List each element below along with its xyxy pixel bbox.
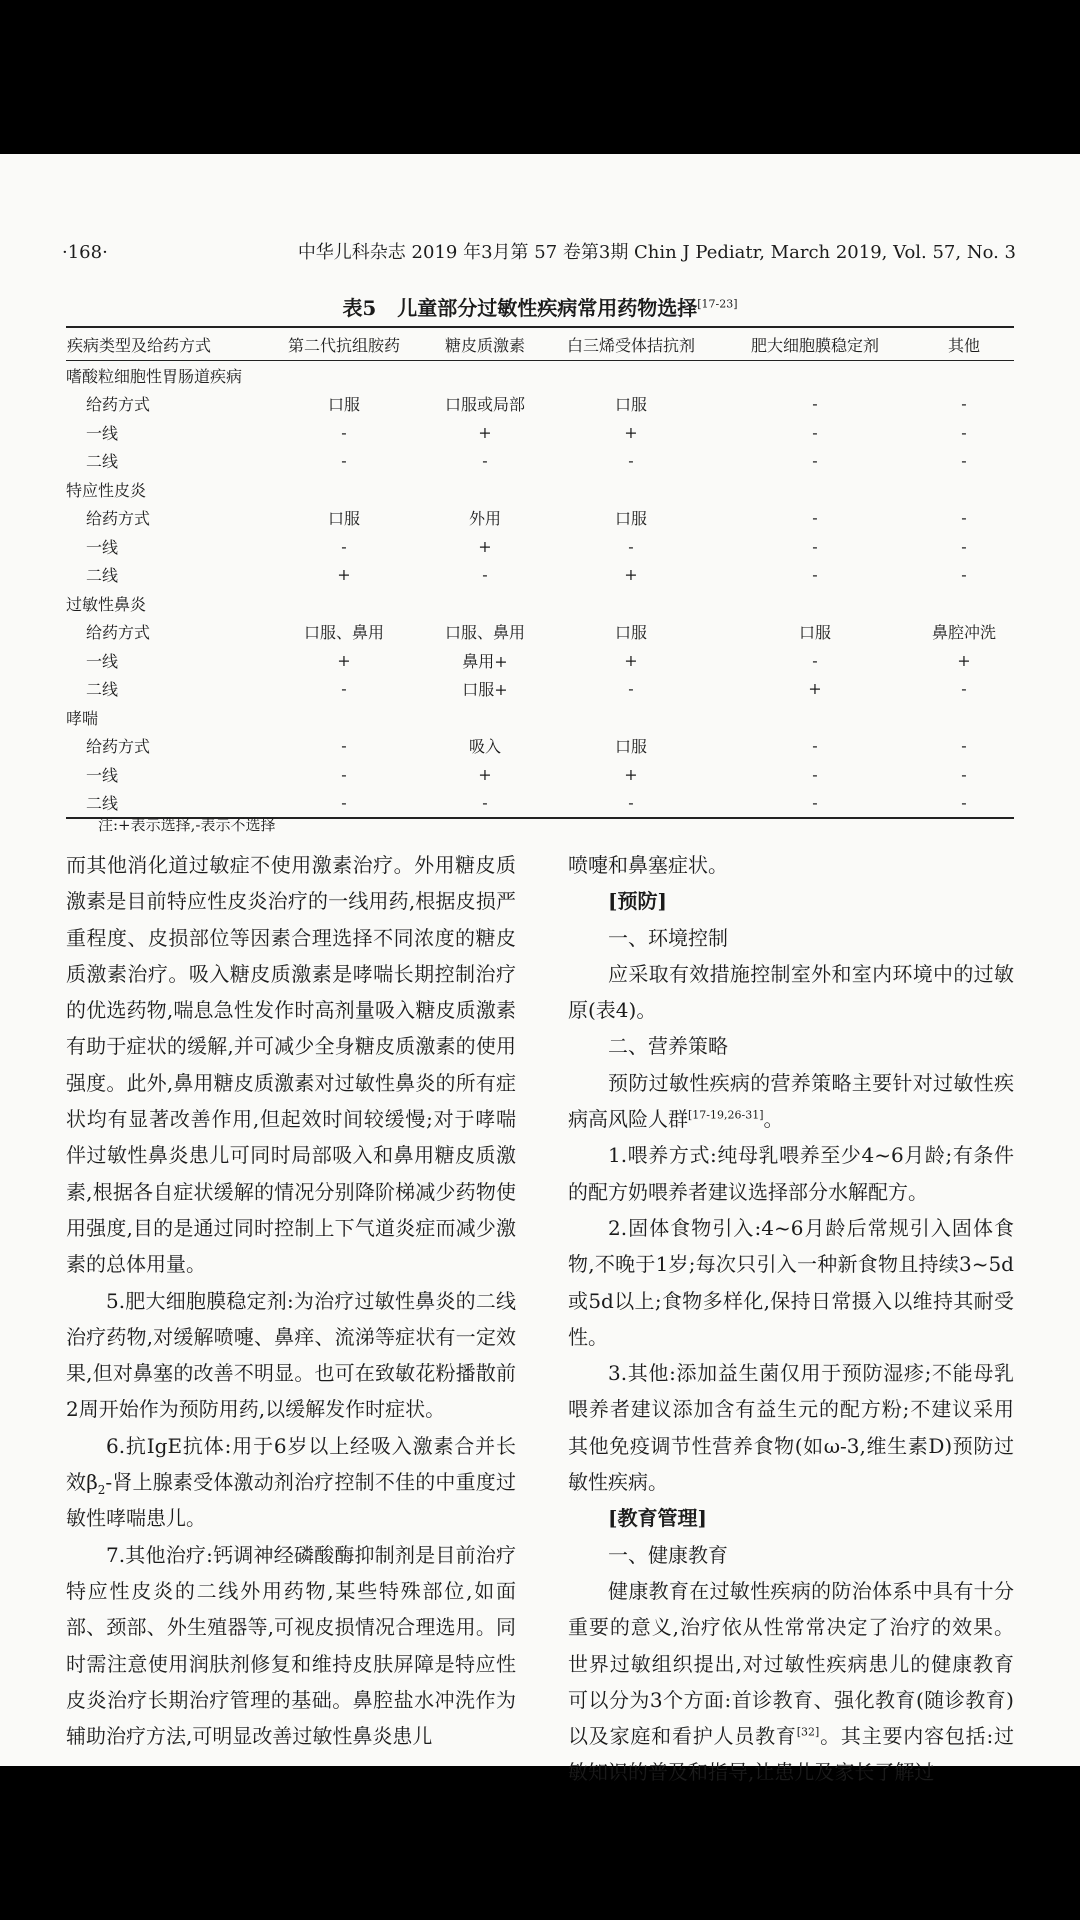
table-ref: [17-23] — [697, 297, 738, 311]
journal-page — [0, 154, 1080, 1785]
left-column — [66, 847, 516, 1754]
text-span: 6.抗IgE抗体:用于6岁以上经吸入激素合并长效β — [66, 1433, 516, 1495]
table-cell: - — [961, 451, 967, 471]
table-cell: 鼻腔冲洗 — [931, 623, 996, 643]
table-row — [66, 646, 1014, 675]
subscript: 2 — [97, 1483, 106, 1498]
row-label: 二线 — [66, 789, 264, 819]
group-row — [66, 703, 1014, 732]
group-row — [66, 475, 1014, 504]
group-name: 过敏性鼻炎 — [66, 594, 147, 614]
table-row — [66, 390, 1014, 419]
col-header: 白三烯受体拮抗剂 — [546, 327, 716, 361]
table-cell: 外用 — [468, 509, 501, 529]
table-cell: - — [812, 736, 818, 756]
table-row — [66, 675, 1014, 704]
col-header: 肥大细胞膜稳定剂 — [716, 327, 914, 361]
table-cell: - — [961, 679, 967, 699]
col-header: 疾病类型及给药方式 — [66, 327, 264, 361]
subsection-heading: 一、健康教育 — [608, 1542, 728, 1567]
table-cell: - — [628, 536, 634, 556]
table-cell: + — [624, 650, 638, 670]
table-cell: - — [341, 679, 347, 699]
body-paragraph — [568, 1573, 1014, 1791]
group-name: 哮喘 — [66, 708, 99, 728]
table-row — [66, 447, 1014, 476]
table-cell: - — [546, 789, 716, 819]
journal-citation: 中华儿科杂志 2019 年3月第 57 卷第3期 Chin J Pediatr, March 2019, Vol. 57, No. 3 — [297, 242, 1016, 263]
body-paragraph: 5.肥大细胞膜稳定剂:为治疗过敏性鼻炎的二线治疗药物,对缓解喷嚏、鼻痒、流涕等症状有一定效果,但对鼻塞的改善不明显。也可在致敏花粉播散前2周开始作为预防用药,以缓解发作时症状。 — [66, 1288, 516, 1422]
table-cell: - — [628, 451, 634, 471]
row-label: 一线 — [86, 651, 119, 671]
table-cell: - — [812, 650, 818, 670]
citation: [17-19,26-31] — [688, 1108, 764, 1122]
table-cell: + — [478, 422, 492, 442]
text-span: -肾上腺素受体激动剂治疗控制不佳的中重度过敏性哮喘患儿。 — [66, 1470, 517, 1531]
col-header: 糖皮质激素 — [424, 327, 546, 361]
row-label: 给药方式 — [86, 395, 151, 415]
table-row — [66, 732, 1014, 761]
table-cell: 口服或局部 — [444, 395, 525, 415]
table-row — [66, 760, 1014, 789]
table-header-row — [66, 327, 1014, 361]
body-paragraph: 2.固体食物引入:4~6月龄后常规引入固体食物,不晚于1岁;每次只引入一种新食物且持续3~5d或5d以上;食物多样化,保持日常摄入以维持其耐受性。 — [568, 1215, 1014, 1349]
table-cell: - — [812, 536, 818, 556]
body-paragraph — [568, 1065, 1014, 1138]
table-note: 注:+表示选择,-表示不选择 — [98, 816, 276, 834]
table-cell: - — [424, 789, 546, 819]
table-cell: 吸入 — [468, 737, 501, 757]
table-cell: + — [478, 536, 492, 556]
row-label: 一线 — [86, 765, 119, 785]
table-cell: - — [812, 394, 818, 414]
body-paragraph: 而其他消化道过敏症不使用激素治疗。外用糖皮质激素是目前特应性皮炎治疗的一线用药,根据皮损严重程度、皮损部位等因素合理选择不同浓度的糖皮质激素治疗。吸入糖皮质激素是哮喘长期控制治疗的优选药物,喘息急性发作时高剂量吸入糖皮质激素有助于症状的缓解,并可减少全身糖皮质激素的使用强度。此外,鼻用糖皮质激素对过敏性鼻炎的所有症状均有显著改善作用,但起效时间较缓慢;对于哮喘伴过敏性鼻炎患儿可同时局部吸入和鼻用糖皮质激素,根据各自症状缓解的情况分别降阶梯减少药物使用强度,目的是通过同时控制上下气道炎症而减少激素的总体用量。 — [66, 853, 516, 1277]
text-span: 。其主要内容包括:过敏知识的普及和指导,让患儿及家长了解过 — [568, 1724, 1014, 1785]
table-cell: 口服 — [327, 395, 360, 415]
table-cell: 口服 — [614, 395, 647, 415]
body-paragraph: 1.喂养方式:纯母乳喂养至少4~6月龄;有条件的配方奶喂养者建议选择部分水解配方。 — [568, 1143, 1014, 1204]
row-label: 二线 — [86, 680, 119, 700]
section-heading: [预防] — [608, 889, 667, 914]
table-cell: - — [812, 764, 818, 784]
table-cell: - — [812, 451, 818, 471]
table-cell: - — [341, 422, 347, 442]
table-cell: - — [812, 508, 818, 528]
subsection-heading: 一、环境控制 — [608, 925, 728, 950]
row-label: 一线 — [86, 423, 119, 443]
table-cell: - — [961, 565, 967, 585]
table-cell: - — [341, 736, 347, 756]
table-cell: + — [624, 565, 638, 585]
right-column — [568, 847, 1014, 1791]
row-label: 二线 — [86, 452, 119, 472]
table-title: 儿童部分过敏性疾病常用药物选择 — [397, 296, 698, 320]
drug-selection-table — [66, 326, 1014, 819]
table-cell: - — [341, 536, 347, 556]
table-caption — [0, 292, 1080, 321]
table-cell: 口服、鼻用 — [303, 623, 384, 643]
table-cell: 口服 — [798, 623, 831, 643]
table-cell: - — [341, 764, 347, 784]
subsection-heading: 二、营养策略 — [608, 1034, 728, 1059]
table-cell: + — [624, 422, 638, 442]
table-cell: 口服 — [327, 509, 360, 529]
table-cell: - — [341, 451, 347, 471]
table-cell: + — [957, 650, 971, 670]
table-cell: - — [961, 508, 967, 528]
table-cell: - — [812, 422, 818, 442]
table-cell: + — [808, 679, 822, 699]
page-number: ·168· — [62, 242, 108, 263]
citation: [32] — [796, 1725, 820, 1739]
table-cell: - — [961, 422, 967, 442]
running-header — [62, 242, 1016, 264]
table-cell: 口服+ — [462, 680, 508, 700]
body-paragraph: 喷嚏和鼻塞症状。 — [568, 853, 728, 877]
table-cell: - — [482, 451, 488, 471]
group-row — [66, 361, 1014, 390]
table-cell: + — [478, 764, 492, 784]
table-row — [66, 561, 1014, 590]
group-row — [66, 589, 1014, 618]
table-cell: 鼻用+ — [462, 651, 508, 671]
table-row — [66, 618, 1014, 647]
col-header: 第二代抗组胺药 — [264, 327, 424, 361]
group-name: 嗜酸粒细胞性胃肠道疾病 — [66, 366, 243, 386]
table-row — [66, 532, 1014, 561]
table-cell: 口服 — [614, 737, 647, 757]
table-cell: - — [628, 679, 634, 699]
body-paragraph — [66, 1428, 516, 1537]
body-paragraph: 7.其他治疗:钙调神经磷酸酶抑制剂是目前治疗特应性皮炎的二线外用药物,某些特殊部位,如面部、颈部、外生殖器等,可视皮损情况合理选用。同时需注意使用润肤剂修复和维持皮肤屏障是特应性皮炎治疗长期治疗管理的基础。鼻腔盐水冲洗作为辅助治疗方法,可明显改善过敏性鼻炎患儿 — [66, 1542, 516, 1749]
table-cell: - — [482, 565, 488, 585]
group-name: 特应性皮炎 — [66, 480, 147, 500]
col-header: 其他 — [914, 327, 1014, 361]
table-cell: - — [961, 394, 967, 414]
row-label: 给药方式 — [86, 737, 151, 757]
table-cell: - — [264, 789, 424, 819]
table-cell: + — [337, 650, 351, 670]
table-row — [66, 418, 1014, 447]
row-label: 给药方式 — [86, 509, 151, 529]
table-cell: 口服 — [614, 509, 647, 529]
table-cell: - — [961, 736, 967, 756]
table-label: 表5 — [342, 296, 377, 320]
row-label: 二线 — [86, 566, 119, 586]
table-cell: 口服、鼻用 — [444, 623, 525, 643]
row-label: 一线 — [86, 537, 119, 557]
table-row — [66, 504, 1014, 533]
text-span: 预防过敏性疾病的营养策略主要针对过敏性疾病高风险人群 — [568, 1070, 1014, 1132]
table-cell: - — [961, 764, 967, 784]
table-cell: + — [337, 565, 351, 585]
table-cell: - — [961, 536, 967, 556]
table-cell: + — [624, 764, 638, 784]
table-cell: 口服 — [614, 623, 647, 643]
text-span: 。 — [763, 1107, 784, 1132]
table-cell: - — [716, 789, 914, 819]
text-span: 健康教育在过敏性疾病的防治体系中具有十分重要的意义,治疗依从性常常决定了治疗的效果。世界过敏组织提出,对过敏性疾病患儿的健康教育可以分为3个方面:首诊教育、强化教育(随诊教育)以及家庭和看护人员教育 — [568, 1578, 1014, 1749]
table-cell: - — [812, 565, 818, 585]
section-heading: [教育管理] — [608, 1506, 707, 1531]
body-paragraph: 应采取有效措施控制室外和室内环境中的过敏原(表4)。 — [568, 961, 1014, 1023]
row-label: 给药方式 — [86, 623, 151, 643]
body-paragraph: 3.其他:添加益生菌仅用于预防湿疹;不能母乳喂养者建议添加含有益生元的配方粉;不建议采用其他免疫调节性营养食物(如ω-3,维生素D)预防过敏性疾病。 — [568, 1361, 1014, 1495]
table-cell: - — [914, 789, 1014, 819]
